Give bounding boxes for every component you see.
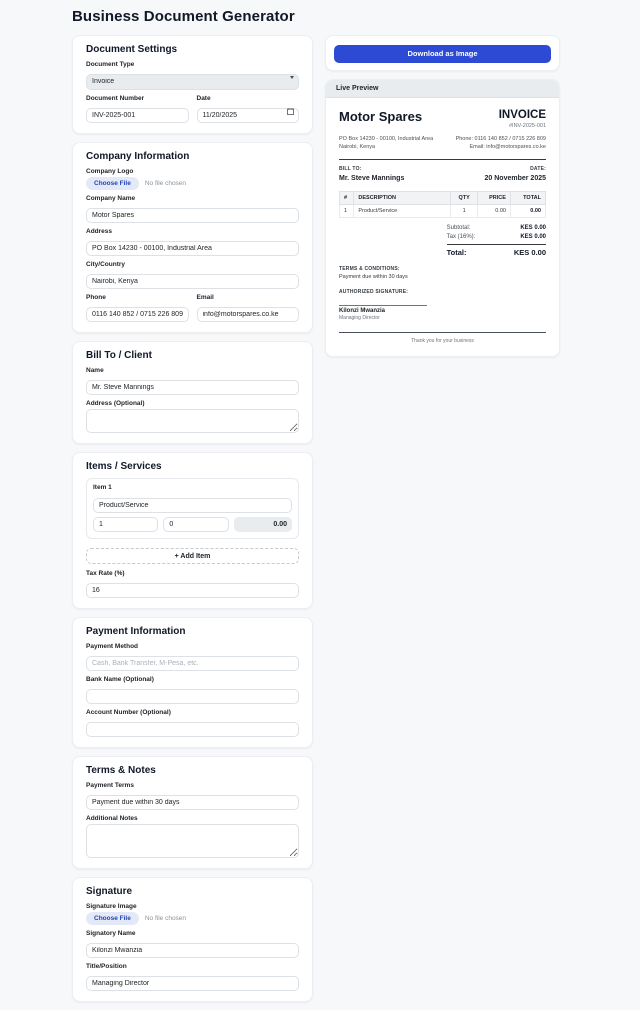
item-price-input[interactable]: [163, 517, 228, 532]
subtotal-value: KES 0.00: [520, 224, 546, 231]
date-label: Date: [196, 94, 211, 102]
signature-choose-file-button[interactable]: Choose File: [86, 912, 139, 925]
invoice-footer-text: Thank you for your business: [411, 337, 474, 344]
invoice-terms-value: Payment due within 30 days: [339, 273, 408, 280]
col-total: TOTAL: [510, 191, 545, 204]
item-description-input[interactable]: [93, 498, 292, 513]
document-settings-title: Document Settings: [86, 44, 178, 55]
live-preview-card: [325, 79, 560, 357]
calendar-icon[interactable]: [287, 108, 294, 115]
company-name-input[interactable]: [86, 208, 299, 223]
company-address-label: Address: [86, 227, 113, 235]
col-index: #: [340, 191, 354, 204]
signature-card: [72, 877, 313, 1002]
col-qty: QTY: [451, 191, 478, 204]
company-city-label: City/Country: [86, 260, 125, 268]
additional-notes-textarea[interactable]: [86, 824, 299, 858]
title-position-input[interactable]: [86, 976, 299, 991]
invoice-company-address: [339, 135, 433, 151]
add-item-button[interactable]: + Add Item: [86, 548, 299, 564]
company-name-label: Company Name: [86, 194, 136, 202]
items-services-card: [72, 452, 313, 610]
invoice-table-header-row: [340, 191, 546, 204]
invoice-items-table: [339, 191, 546, 218]
download-card: [325, 35, 560, 71]
cell-total: 0.00: [510, 204, 545, 217]
signature-no-file-text: No file chosen: [144, 915, 187, 922]
item-number-label: Item 1: [93, 483, 112, 491]
item-row-box: [86, 478, 299, 539]
invoice-divider: [339, 159, 546, 160]
signature-line: [339, 305, 427, 306]
live-preview-header: Live Preview: [326, 80, 559, 98]
subtotal-label: Subtotal:: [446, 224, 471, 231]
company-logo-choose-file-button[interactable]: Choose File: [86, 177, 139, 190]
invoice-signatory-name: Kilonzi Mwanzia: [339, 307, 386, 314]
invoice-bill-to-label: BILL TO:: [339, 165, 362, 172]
payment-information-title: Payment Information: [86, 626, 186, 637]
company-city-input[interactable]: [86, 274, 299, 289]
invoice-company-name: Motor Spares: [339, 108, 423, 124]
terms-notes-title: Terms & Notes: [86, 765, 156, 776]
tax-rate-label: Tax Rate (%): [86, 570, 125, 577]
company-logo-label: Company Logo: [86, 167, 134, 175]
account-number-label: Account Number (Optional): [86, 709, 171, 716]
client-address-textarea[interactable]: [86, 409, 299, 433]
signature-title: Signature: [86, 886, 133, 897]
company-email-input[interactable]: [197, 307, 300, 322]
date-input[interactable]: [197, 108, 300, 123]
terms-notes-card: [72, 756, 313, 869]
client-name-input[interactable]: [86, 380, 299, 395]
tax-rate-input[interactable]: [86, 583, 299, 598]
invoice-totals: [447, 225, 546, 257]
document-settings-card: [72, 35, 313, 134]
col-description: DESCRIPTION: [354, 191, 451, 204]
total-value: KES 0.00: [513, 247, 546, 257]
invoice-date-value: 20 November 2025: [484, 174, 546, 182]
preview-column: [325, 35, 560, 365]
company-address-input[interactable]: [86, 241, 299, 256]
bill-to-card: [72, 341, 313, 444]
invoice-table-row: [340, 204, 546, 217]
invoice-doc-number: #INV-2025-001: [509, 122, 546, 129]
download-as-image-button[interactable]: Download as Image: [334, 45, 551, 63]
invoice-bill-to-value: Mr. Steve Mannings: [339, 174, 405, 182]
invoice-phone-line: Phone: 0116 140 852 / 0715 226 809: [455, 135, 546, 142]
company-logo-no-file-text: No file chosen: [144, 179, 187, 187]
client-name-label: Name: [86, 366, 104, 374]
payment-terms-label: Payment Terms: [86, 782, 134, 789]
total-label: Total:: [446, 247, 467, 257]
cell-description: Product/Service: [354, 204, 451, 217]
bill-to-title: Bill To / Client: [86, 349, 152, 361]
invoice-doc-type: INVOICE: [498, 108, 546, 121]
item-qty-input[interactable]: [93, 517, 158, 532]
chevron-down-icon: [290, 76, 294, 79]
company-email-label: Email: [196, 293, 214, 301]
cell-qty: 1: [451, 204, 478, 217]
bank-name-input[interactable]: [86, 689, 299, 704]
invoice-signature-label: AUTHORIZED SIGNATURE:: [339, 288, 409, 295]
invoice-document: [326, 98, 559, 356]
cell-price: 0.00: [478, 204, 511, 217]
title-position-label: Title/Position: [86, 963, 127, 970]
document-number-input[interactable]: [86, 108, 189, 123]
form-column: [72, 35, 313, 1010]
invoice-date-label: DATE:: [530, 165, 546, 172]
tax-value: KES 0.00: [520, 233, 546, 240]
col-price: PRICE: [478, 191, 511, 204]
payment-information-card: [72, 617, 313, 748]
invoice-company-contact: [456, 135, 546, 151]
client-address-label: Address (Optional): [86, 399, 145, 407]
company-information-card: [72, 142, 313, 333]
invoice-signatory-title: Managing Director: [339, 314, 380, 321]
document-type-select[interactable]: [86, 74, 299, 90]
document-number-label: Document Number: [86, 94, 145, 102]
bank-name-label: Bank Name (Optional): [86, 676, 154, 683]
page-title: Business Document Generator: [72, 8, 295, 25]
company-information-title: Company Information: [86, 150, 190, 162]
company-phone-label: Phone: [86, 293, 106, 301]
document-type-label: Document Type: [86, 61, 135, 68]
invoice-address-line1: PO Box 14230 - 00100, Industrial Area: [339, 135, 434, 142]
invoice-footer-divider: [339, 332, 546, 333]
account-number-input[interactable]: [86, 722, 299, 737]
invoice-address-line2: Nairobi, Kenya: [339, 143, 376, 150]
signature-image-label: Signature Image: [86, 903, 137, 910]
signatory-name-input[interactable]: [86, 943, 299, 958]
payment-method-input[interactable]: [86, 656, 299, 671]
invoice-email-line: Email: info@motorspares.co.ke: [469, 143, 546, 150]
company-phone-input[interactable]: [86, 307, 189, 322]
item-line-total: 0.00: [234, 517, 292, 532]
payment-terms-input[interactable]: [86, 795, 299, 810]
tax-label: Tax (16%):: [446, 233, 476, 240]
invoice-terms-label: TERMS & CONDITIONS:: [339, 265, 400, 272]
payment-method-label: Payment Method: [86, 643, 139, 650]
cell-index: 1: [340, 204, 354, 217]
items-services-title: Items / Services: [86, 460, 162, 472]
additional-notes-label: Additional Notes: [86, 815, 138, 822]
signatory-name-label: Signatory Name: [86, 930, 136, 937]
